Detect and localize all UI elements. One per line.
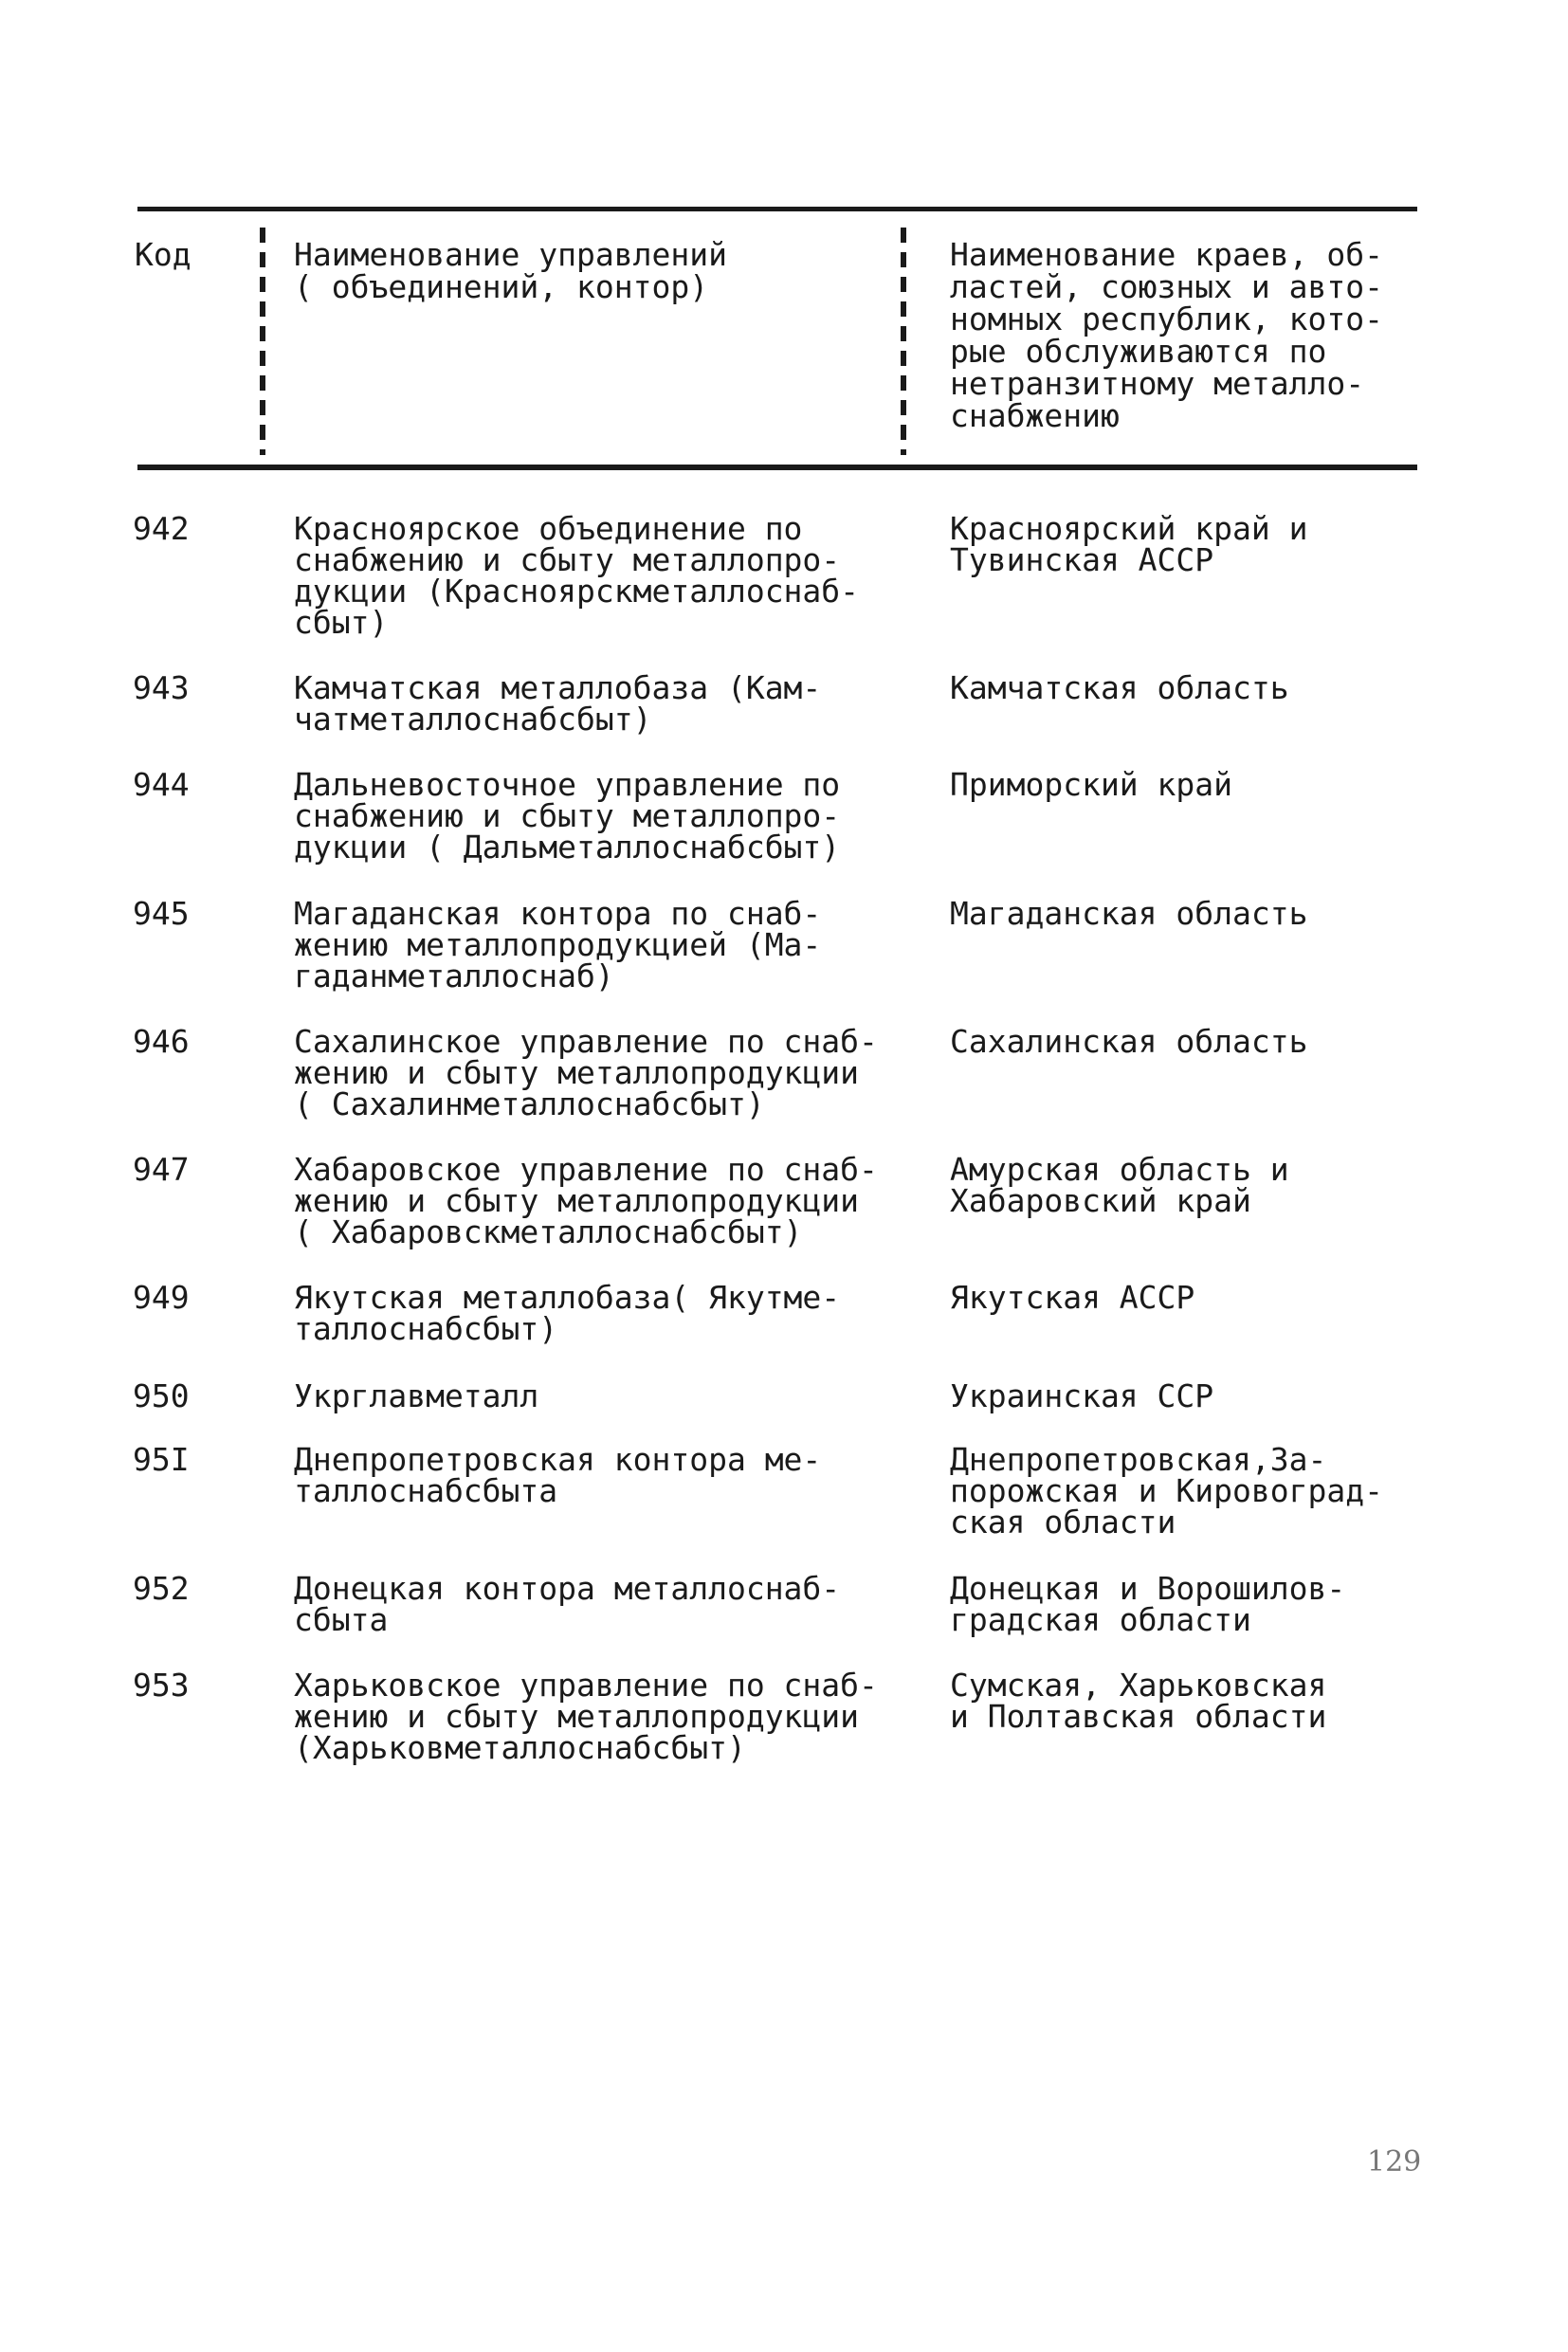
row-region: Сумская, Харьковская и Полтавская области bbox=[950, 1667, 1327, 1735]
header-organization-name: Наименование управлений ( объединений, контор) bbox=[294, 236, 727, 305]
row-code: 946 bbox=[133, 1023, 190, 1060]
row-region: Якутская АССР bbox=[950, 1279, 1195, 1316]
row-region: Красноярский край и Тувинская АССР bbox=[950, 510, 1308, 578]
header-code: Код bbox=[135, 236, 191, 273]
row-code: 952 bbox=[133, 1570, 190, 1607]
row-region: Камчатская область bbox=[950, 669, 1289, 706]
row-organization: Харьковское управление по снаб- жению и сбыту металлопродукции (Харьковметаллоснабсбыт) bbox=[294, 1667, 878, 1766]
row-region: Днепропетровская,За- порожская и Кировоград- ская области bbox=[950, 1441, 1383, 1541]
row-organization: Хабаровское управление по снаб- жению и сбыту металлопродукции ( Хабаровскметаллоснабсбыт) bbox=[294, 1151, 878, 1250]
row-organization: Дальневосточное управление по снабжению и сбыту металлопро- дукции ( Дальметаллоснабсбыт) bbox=[294, 766, 841, 866]
row-organization: Якутская металлобаза( Якутме- таллоснабсбыт) bbox=[294, 1279, 841, 1347]
column-separator-2 bbox=[901, 228, 906, 455]
row-region: Амурская область и Хабаровский край bbox=[950, 1151, 1289, 1219]
row-region: Сахалинская область bbox=[950, 1023, 1308, 1060]
row-organization: Красноярское объединение по снабжению и сбыту металлопро- дукции (Красноярскметаллоснаб- сбыт) bbox=[294, 510, 860, 641]
table-top-rule bbox=[137, 207, 1417, 211]
row-region: Донецкая и Ворошилов- градская области bbox=[950, 1570, 1346, 1638]
row-region: Магаданская область bbox=[950, 895, 1308, 932]
row-region: Украинская ССР bbox=[950, 1377, 1214, 1414]
row-organization: Камчатская металлобаза (Кам- чатметаллоснабсбыт) bbox=[294, 669, 822, 738]
row-code: 950 bbox=[133, 1377, 190, 1414]
row-organization: Донецкая контора металлоснаб- сбыта bbox=[294, 1570, 841, 1638]
row-organization: Укрглавметалл bbox=[294, 1377, 539, 1414]
column-separator-1 bbox=[260, 228, 265, 455]
row-organization: Магаданская контора по снаб- жению металлопродукцией (Ма- гаданметаллоснаб) bbox=[294, 895, 822, 994]
row-region: Приморский край bbox=[950, 766, 1233, 803]
row-code: 95I bbox=[133, 1441, 190, 1478]
row-code: 942 bbox=[133, 510, 190, 547]
row-organization: Днепропетровская контора ме- таллоснабсбыта bbox=[294, 1441, 822, 1509]
page-number: 129 bbox=[1367, 2145, 1422, 2179]
row-code: 953 bbox=[133, 1667, 190, 1704]
row-code: 943 bbox=[133, 669, 190, 706]
row-organization: Сахалинское управление по снаб- жению и сбыту металлопродукции ( Сахалинметаллоснабсбыт) bbox=[294, 1023, 878, 1122]
header-region-name: Наименование краев, об- ластей, союзных и авто- номных республик, кото- рые обслуживаются по нетранзитному металло- снабжению bbox=[950, 236, 1383, 434]
row-code: 949 bbox=[133, 1279, 190, 1316]
row-code: 944 bbox=[133, 766, 190, 803]
row-code: 947 bbox=[133, 1151, 190, 1188]
table-header-rule bbox=[137, 465, 1417, 470]
row-code: 945 bbox=[133, 895, 190, 932]
